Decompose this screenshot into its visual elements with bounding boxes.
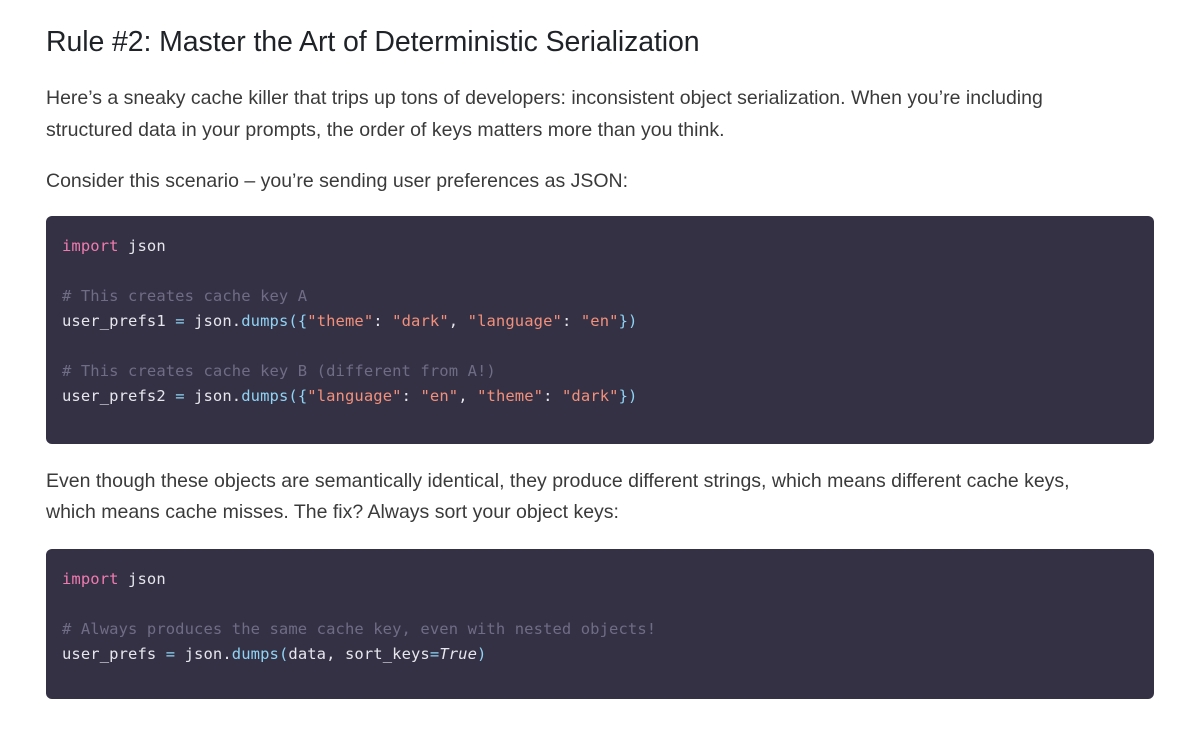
intro-paragraph: Here’s a sneaky cache killer that trips up tons of developers: inconsistent object serialization. When you’re including structured data in your prompts, the order of keys matters more than you think. <box>46 87 1043 141</box>
code-block-serialization-fix <box>46 549 1154 699</box>
code-content: import json # Always produces the same cache key, even with nested objects! user_prefs = json.dumps(data, sort_keys=True) <box>62 569 657 663</box>
code-block-serialization-problem <box>46 216 1154 444</box>
page-title: Rule #2: Master the Art of Deterministic Serialization <box>46 26 700 58</box>
explanation-paragraph: Even though these objects are semantically identical, they produce different strings, which means different cache keys, which means cache misses. The fix? Always sort your object keys: <box>46 469 1070 524</box>
code-content: import json # This creates cache key A user_prefs1 = json.dumps({"theme": "dark", "language": "en"}) # This creates cache key B (different from A!) user_prefs2 = json.dumps({"language": "en", "theme": "dark"}) <box>62 236 638 405</box>
scenario-paragraph: Consider this scenario – you’re sending user preferences as JSON: <box>46 170 629 193</box>
